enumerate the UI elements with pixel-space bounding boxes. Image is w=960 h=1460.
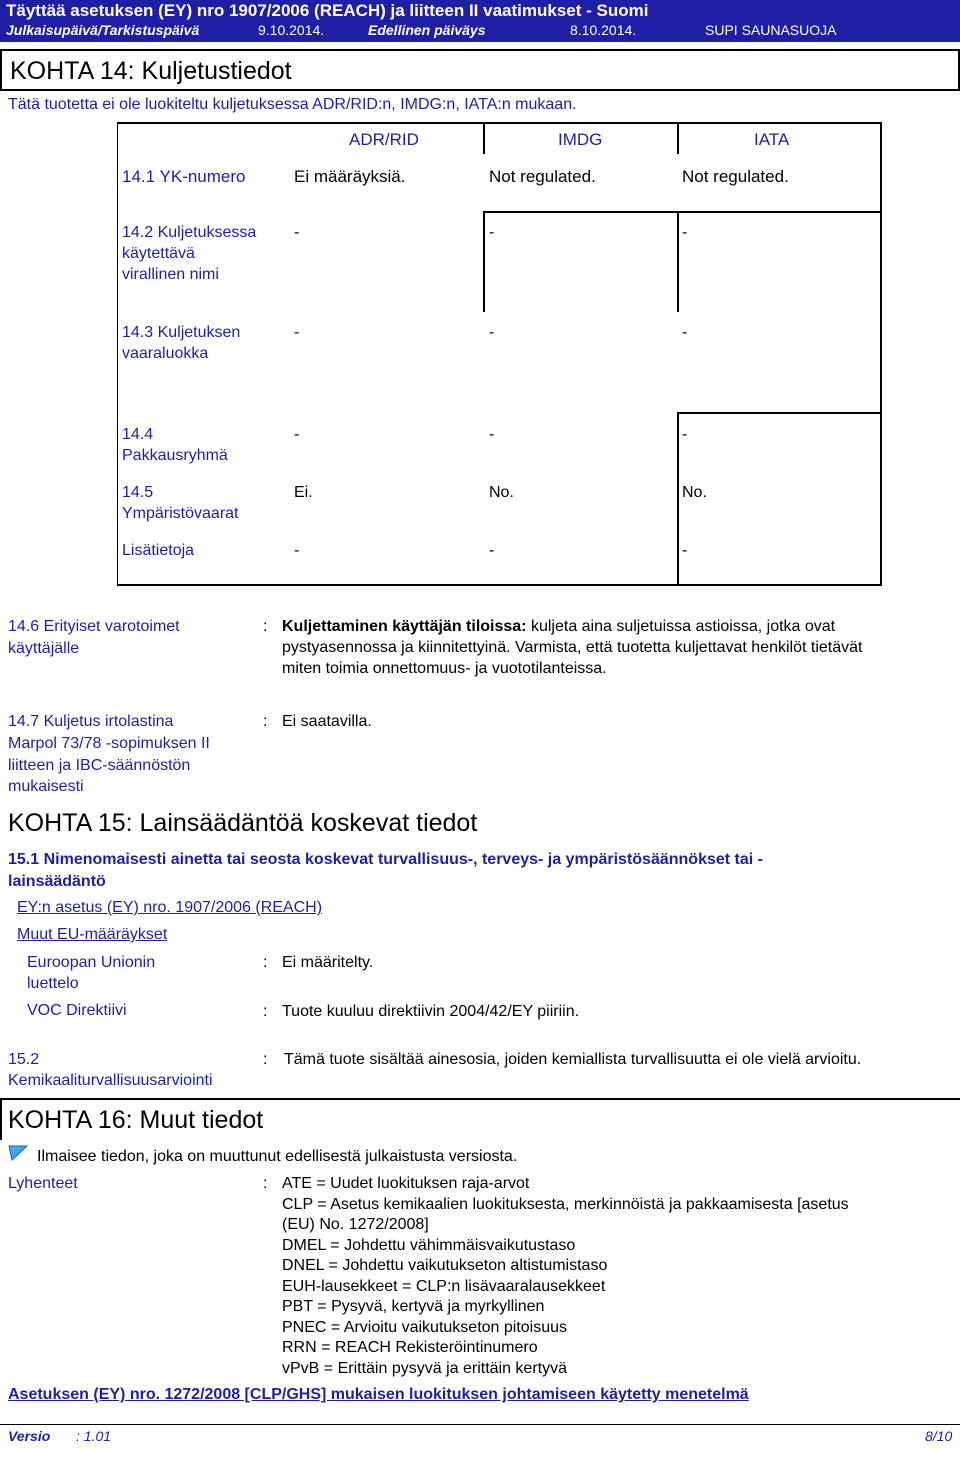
abbreviation-item: RRN = REACH Rekisteröintinumero: [282, 1339, 538, 1356]
table-cell: -: [294, 324, 300, 341]
eu-list-value: Ei määritelty.: [282, 954, 374, 971]
column-header-iata: IATA: [754, 130, 790, 149]
abbreviation-item: PNEC = Arvioitu vaikutukseton pitoisuus: [282, 1319, 568, 1336]
abbreviation-item: vPvB = Erittäin pysyvä ja erittäin kertyvä: [282, 1360, 567, 1377]
section-14-title: KOHTA 14: Kuljetustiedot: [10, 57, 292, 85]
table-right-rule: [880, 122, 882, 586]
chemical-safety-assessment-colon: :: [263, 1051, 268, 1068]
item-14-6-text: kuljeta aina suljetuissa astioissa, jotka ovat: [526, 618, 836, 635]
item-14-6-text-line1: [282, 616, 835, 637]
item-14-6-label-cont: käyttäjälle: [8, 640, 80, 657]
section-16-header: [0, 1098, 960, 1140]
abbreviation-item: DMEL = Johdettu vähimmäisvaikutustaso: [282, 1237, 576, 1254]
table-cell: -: [489, 426, 495, 443]
abbreviation-item: ATE = Uudet luokituksen raja-arvot: [282, 1175, 530, 1192]
row-label-environmental-hazards: 14.5 Ympäristövaarat: [122, 484, 239, 522]
row-label-hazard-class: 14.3 Kuljetuksen vaaraluokka: [122, 324, 241, 362]
row-label-shipping-name: 14.2 Kuljetuksessa käytettävä virallinen nimi: [122, 224, 257, 283]
table-cell: Ei määräyksiä.: [294, 167, 406, 186]
item-14-7-label-cont: Marpol 73/78 -sopimuksen II: [8, 735, 210, 752]
abbreviation-item: EUH-lausekkeet = CLP:n lisävaaralausekkeet: [282, 1278, 606, 1295]
item-14-6-colon: :: [263, 618, 268, 635]
table-col-divider: [483, 122, 485, 154]
subsection-15-1-title: 15.1 Nimenomaisesti ainetta tai seosta koskevat turvallisuus-, terveys- ja ympäristösäännökset tai -: [8, 851, 763, 868]
publish-date: 9.10.2014.: [258, 22, 325, 38]
abbreviation-item: PBT = Pysyvä, kertyvä ja myrkyllinen: [282, 1298, 545, 1315]
revision-note: Ilmaisee tiedon, joka on muuttunut edellisestä julkaistusta versiosta.: [37, 1148, 518, 1165]
voc-directive-label: VOC Direktiivi: [27, 1002, 127, 1019]
row-label-un-number: 14.1 YK-numero: [122, 167, 246, 186]
item-14-6-text-line3: miten toimia onnettomuus- ja vuototilanteissa.: [282, 660, 607, 677]
previous-date-label: Edellinen päiväys: [368, 22, 486, 38]
table-cell: Not regulated.: [489, 167, 596, 186]
page-number: 8/10: [925, 1428, 953, 1444]
section-15-title: KOHTA 15: Lainsäädäntöä koskevat tiedot: [8, 809, 478, 837]
table-cell: -: [682, 324, 688, 341]
section-14-header: [0, 49, 960, 91]
table-cell: -: [489, 224, 495, 241]
chemical-safety-assessment-label: 15.2: [8, 1051, 40, 1068]
item-14-7-colon: :: [263, 713, 268, 730]
item-14-7-label: 14.7 Kuljetus irtolastina: [8, 713, 174, 730]
column-header-imdg: IMDG: [558, 130, 603, 149]
eu-list-label: Euroopan Unionin: [27, 954, 156, 971]
version-label: Versio: [8, 1428, 51, 1444]
table-row-rule: [677, 412, 881, 414]
item-14-7-value: Ei saatavilla.: [282, 713, 372, 730]
table-col-divider: [677, 412, 679, 584]
table-cell: -: [294, 426, 300, 443]
row-label-additional-info: Lisätietoja: [122, 542, 195, 559]
table-col-divider: [483, 211, 485, 312]
table-cell: -: [682, 224, 688, 241]
voc-directive-colon: :: [263, 1003, 268, 1020]
item-14-6-bold-lead: Kuljettaminen käyttäjän tiloissa:: [282, 618, 527, 635]
document-title: Täyttää asetuksen (EY) nro 1907/2006 (REACH) ja liitteen II vaatimukset - Suomi: [6, 1, 649, 20]
table-col-divider: [677, 122, 679, 154]
item-14-6-label: 14.6 Erityiset varotoimet: [8, 618, 180, 635]
table-cell: Not regulated.: [682, 167, 789, 186]
chemical-safety-assessment-value: Tämä tuote sisältää ainesosia, joiden kemiallista turvallisuutta ei ole vielä arvioitu.: [284, 1051, 862, 1068]
chemical-safety-assessment-label-cont: Kemikaaliturvallisuusarviointi: [8, 1072, 213, 1089]
table-col-divider: [677, 211, 679, 312]
abbreviations-label: Lyhenteet: [8, 1175, 78, 1192]
product-name: SUPI SAUNASUOJA: [705, 22, 837, 38]
table-top-rule: [117, 122, 882, 124]
item-14-7-label-cont: liitteen ja IBC-säännöstön: [8, 757, 191, 774]
section-14-intro: Tätä tuotetta ei ole luokiteltu kuljetuksessa ADR/RID:n, IMDG:n, IATA:n mukaan.: [8, 96, 577, 113]
table-bottom-rule: [117, 584, 882, 586]
table-cell: -: [682, 542, 688, 559]
other-eu-regulations-link[interactable]: Muut EU-määräykset: [17, 926, 168, 943]
eu-list-colon: :: [263, 954, 268, 971]
footer-rule: [0, 1424, 960, 1425]
table-cell: -: [294, 542, 300, 559]
abbreviation-item: CLP = Asetus kemikaalien luokituksesta, merkinnöistä ja pakkaamisesta [asetus: [282, 1196, 849, 1213]
table-cell: -: [294, 224, 300, 241]
item-14-6-text-line2: pystyasennossa ja kiinnitettyinä. Varmista, että tuotetta kuljettavat henkilöt tietävät: [282, 639, 863, 656]
table-cell: -: [489, 324, 495, 341]
abbreviation-item: (EU) No. 1272/2008]: [282, 1216, 429, 1233]
section-16-title: KOHTA 16: Muut tiedot: [8, 1106, 264, 1134]
table-cell: -: [682, 426, 688, 443]
abbreviations-colon: :: [263, 1175, 268, 1192]
section-16-left-rule: [0, 1098, 2, 1140]
table-row-rule: [483, 211, 881, 213]
voc-directive-value: Tuote kuuluu direktiivin 2004/42/EY piiriin.: [282, 1003, 580, 1020]
publish-date-label: Julkaisupäivä/Tarkistuspäivä: [6, 22, 200, 38]
previous-date: 8.10.2014.: [570, 22, 637, 38]
table-cell: -: [489, 542, 495, 559]
abbreviation-item: DNEL = Johdettu vaikutukseton altistumistaso: [282, 1257, 608, 1274]
column-header-adr-rid: ADR/RID: [349, 130, 419, 149]
table-cell: No.: [682, 484, 707, 501]
table-cell: Ei.: [294, 484, 313, 501]
revision-marker-icon: [8, 1145, 28, 1161]
document-header: [0, 0, 960, 42]
subsection-15-1-title-cont: lainsäädäntö: [8, 873, 106, 890]
item-14-7-label-cont: mukaisesti: [8, 778, 84, 795]
reach-regulation-link[interactable]: EY:n asetus (EY) nro. 1907/2006 (REACH): [17, 899, 323, 916]
eu-list-label-cont: luettelo: [27, 975, 79, 992]
row-label-packing-group: 14.4 Pakkausryhmä: [122, 426, 228, 464]
version-value: : 1.01: [76, 1428, 112, 1444]
table-cell: No.: [489, 484, 514, 501]
clp-classification-method-link[interactable]: Asetuksen (EY) nro. 1272/2008 [CLP/GHS] mukaisen luokituksen johtamiseen käytetty menetelmä: [8, 1386, 749, 1403]
